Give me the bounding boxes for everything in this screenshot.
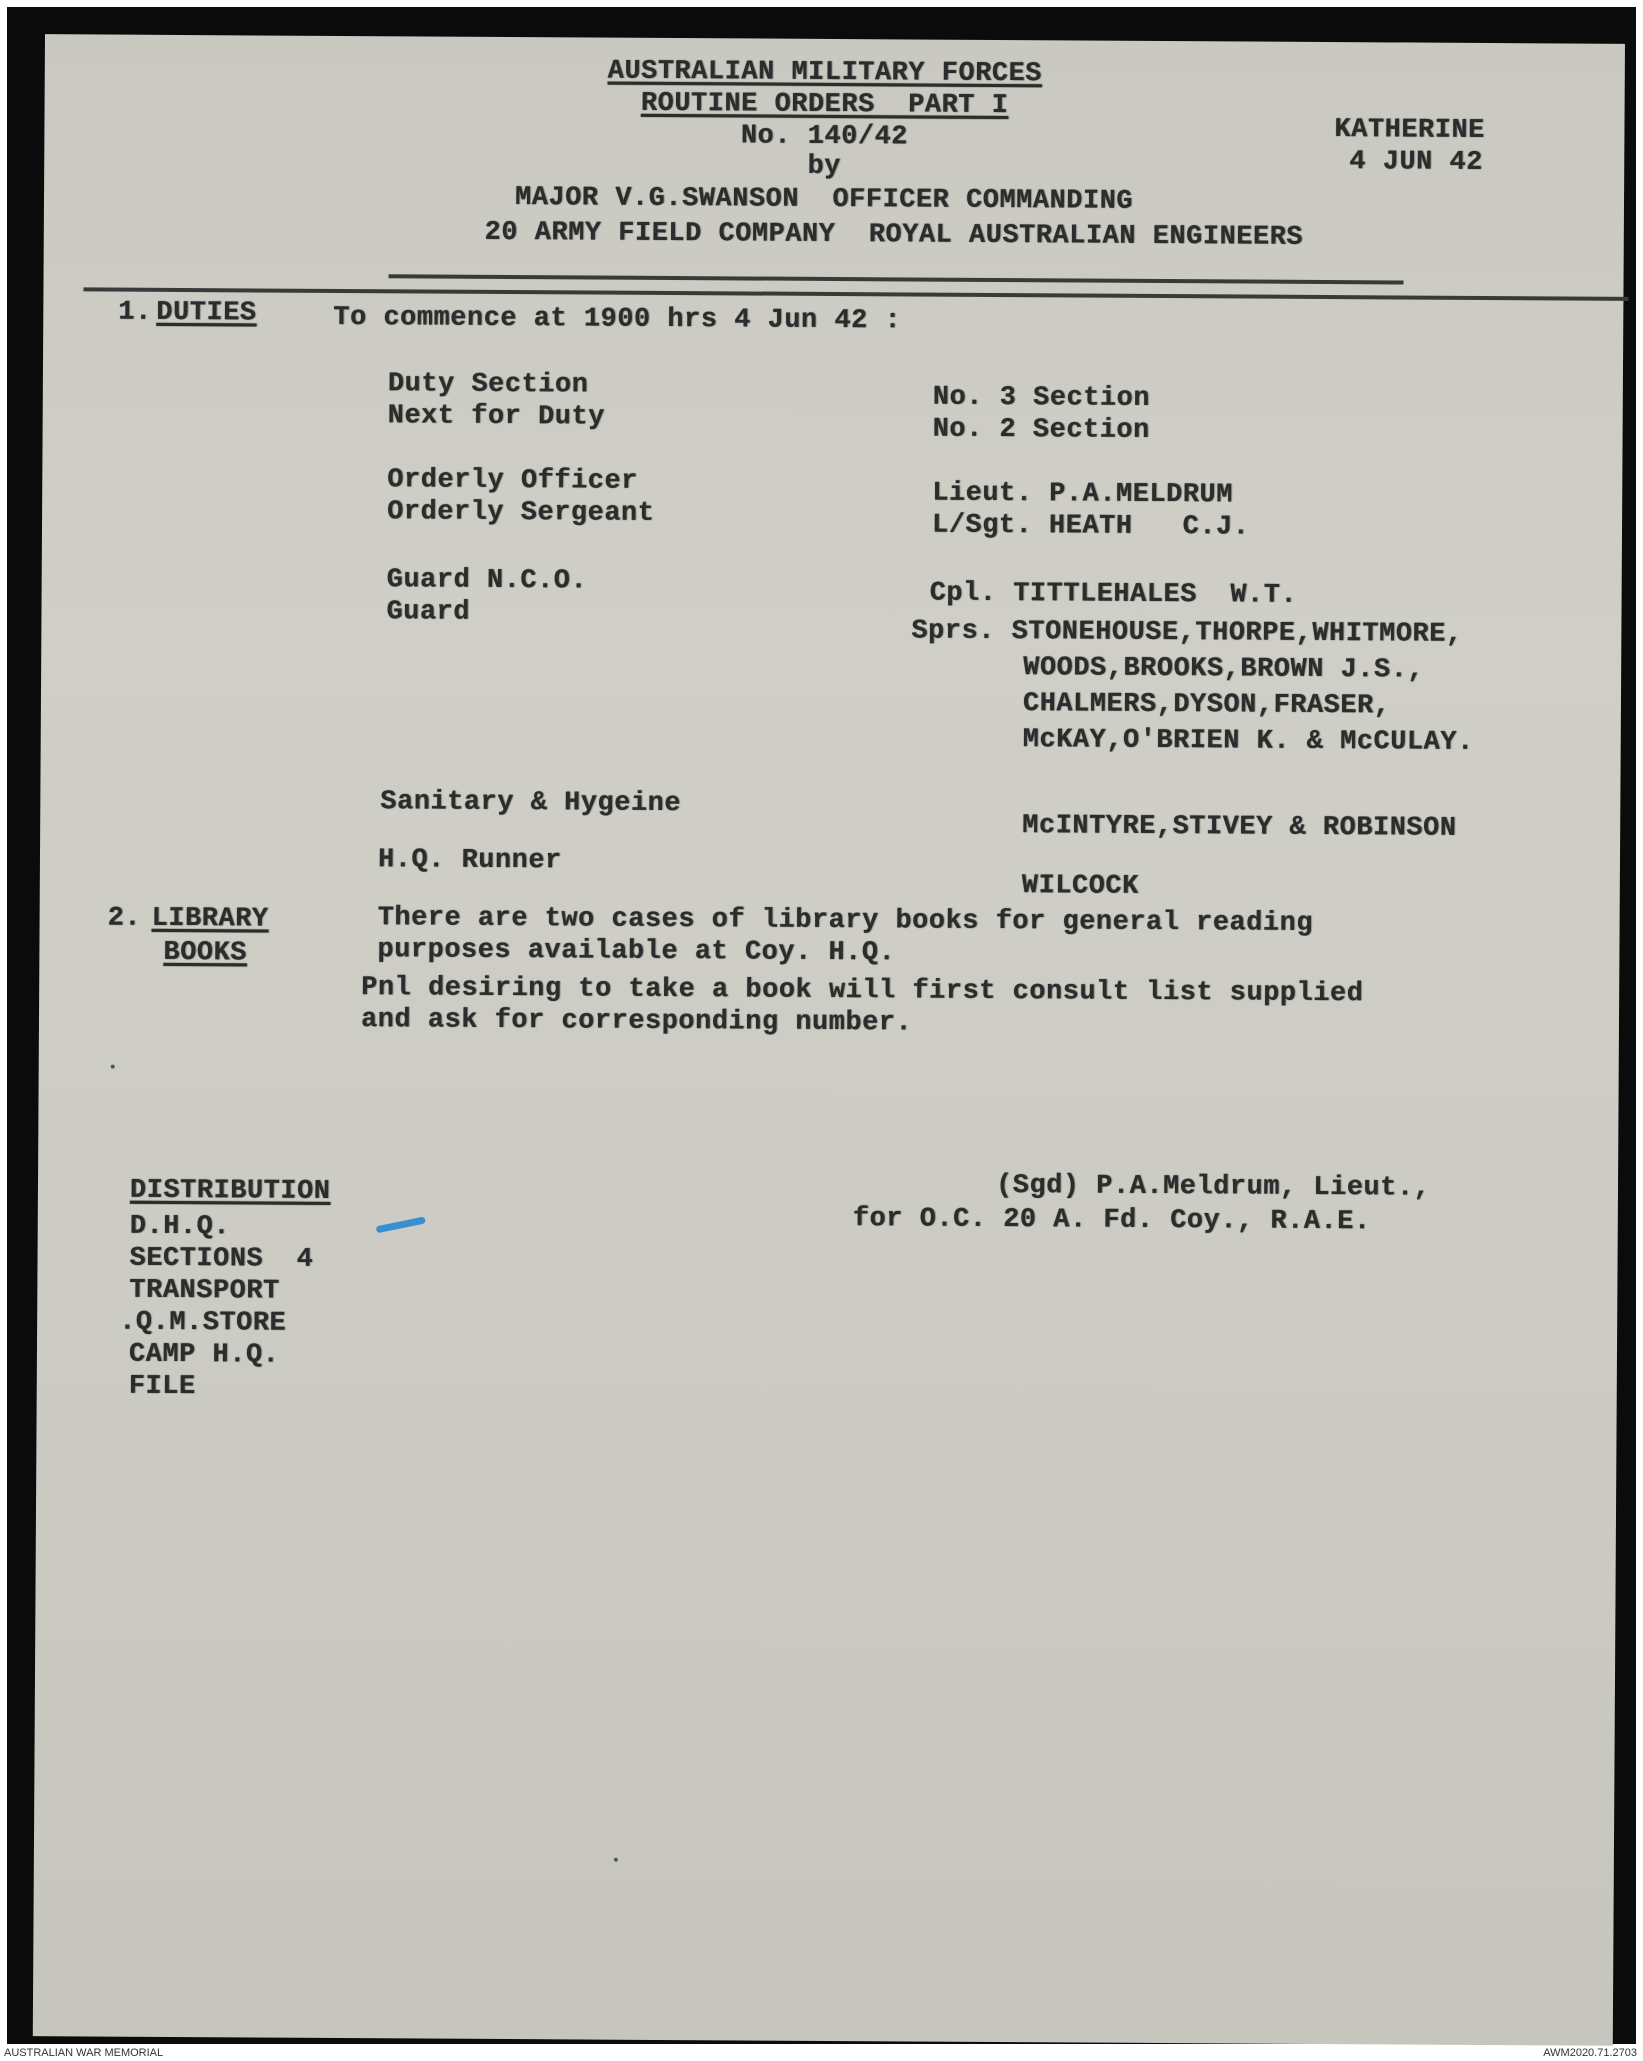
duty-assignee: No. 2 Section xyxy=(932,414,1150,446)
duty-assignee: Cpl. TITTLEHALES W.T. xyxy=(929,578,1298,611)
header-line-2: ROUTINE ORDERS PART I xyxy=(640,88,1009,122)
duties-heading: DUTIES xyxy=(156,297,257,329)
duty-assignee: CHALMERS,DYSON,FRASER, xyxy=(1022,689,1391,722)
duties-number: 1. xyxy=(118,297,152,328)
duty-assignee: WOODS,BROOKS,BROWN J.S., xyxy=(1023,653,1425,686)
header-line-1: AUSTRALIAN MILITARY FORCES xyxy=(607,56,1043,90)
distribution-item: SECTIONS 4 xyxy=(129,1243,314,1275)
distribution-item: TRANSPORT xyxy=(129,1275,280,1307)
distribution-item: CAMP H.Q. xyxy=(128,1339,280,1371)
duty-assignee: No. 3 Section xyxy=(932,382,1151,414)
blue-pen-mark xyxy=(376,1216,426,1233)
order-date: 4 JUN 42 xyxy=(1349,147,1483,178)
library-number: 2. xyxy=(107,903,142,934)
duty-assignee: McKAY,O'BRIEN K. & McCULAY. xyxy=(1022,725,1474,758)
duty-assignee: WILCOCK xyxy=(1021,871,1139,902)
library-heading-1: LIBRARY xyxy=(151,903,269,935)
duties-intro: To commence at 1900 hrs 4 Jun 42 : xyxy=(333,302,902,337)
header-underline xyxy=(389,274,1404,284)
header-line-3: No. 140/42 xyxy=(740,121,909,153)
duty-assignee: McINTYRE,STIVEY & ROBINSON xyxy=(1022,811,1457,844)
distribution-item: FILE xyxy=(128,1371,196,1403)
paper-speck xyxy=(614,1858,618,1862)
footer-accession-number: AWM2020.71.2703 xyxy=(1543,2047,1637,2059)
duty-assignee: Lieut. P.A.MELDRUM xyxy=(932,478,1233,511)
duty-role: Duty Section xyxy=(387,369,589,401)
duty-role: Orderly Officer xyxy=(387,465,638,497)
library-text-line: There are two cases of library books for general reading xyxy=(377,903,1314,939)
footer-archive-name: AUSTRALIAN WAR MEMORIAL xyxy=(4,2047,164,2059)
library-heading-2: BOOKS xyxy=(163,937,248,969)
signature-line-2: for O.C. 20 A. Fd. Coy., R.A.E. xyxy=(852,1204,1371,1238)
duty-role: Guard N.C.O. xyxy=(386,565,588,597)
document-page xyxy=(33,34,1625,2046)
library-text-line: Pnl desiring to take a book will first consult list supplied xyxy=(361,973,1364,1010)
duty-role: Orderly Sergeant xyxy=(387,497,655,529)
header-line-4: by xyxy=(807,151,842,183)
paper-speck xyxy=(111,1065,115,1069)
distribution-heading: DISTRIBUTION xyxy=(129,1175,331,1207)
duty-role: Guard xyxy=(386,597,471,628)
distribution-item: D.H.Q. xyxy=(129,1211,231,1243)
header-rule xyxy=(83,287,1628,300)
duty-role: Next for Duty xyxy=(387,401,605,433)
distribution-item: .Q.M.STORE xyxy=(119,1307,287,1339)
library-text-line: purposes available at Coy. H.Q. xyxy=(377,935,896,969)
scan-frame xyxy=(7,7,1636,2044)
library-text-line: and ask for corresponding number. xyxy=(360,1005,913,1039)
place-name: KATHERINE xyxy=(1334,115,1485,146)
header-line-6: 20 ARMY FIELD COMPANY ROYAL AUSTRALIAN ENGINEERS xyxy=(484,217,1304,253)
duty-assignee: L/Sgt. HEATH C.J. xyxy=(931,510,1250,543)
signature-line-1: (Sgd) P.A.Meldrum, Lieut., xyxy=(995,1171,1431,1204)
header-line-5: MAJOR V.G.SWANSON OFFICER COMMANDING xyxy=(514,183,1134,217)
duty-role: Sanitary & Hygeine xyxy=(380,787,682,820)
duty-assignee: Sprs. STONEHOUSE,THORPE,WHITMORE, xyxy=(911,616,1463,650)
duty-role: H.Q. Runner xyxy=(377,845,562,877)
